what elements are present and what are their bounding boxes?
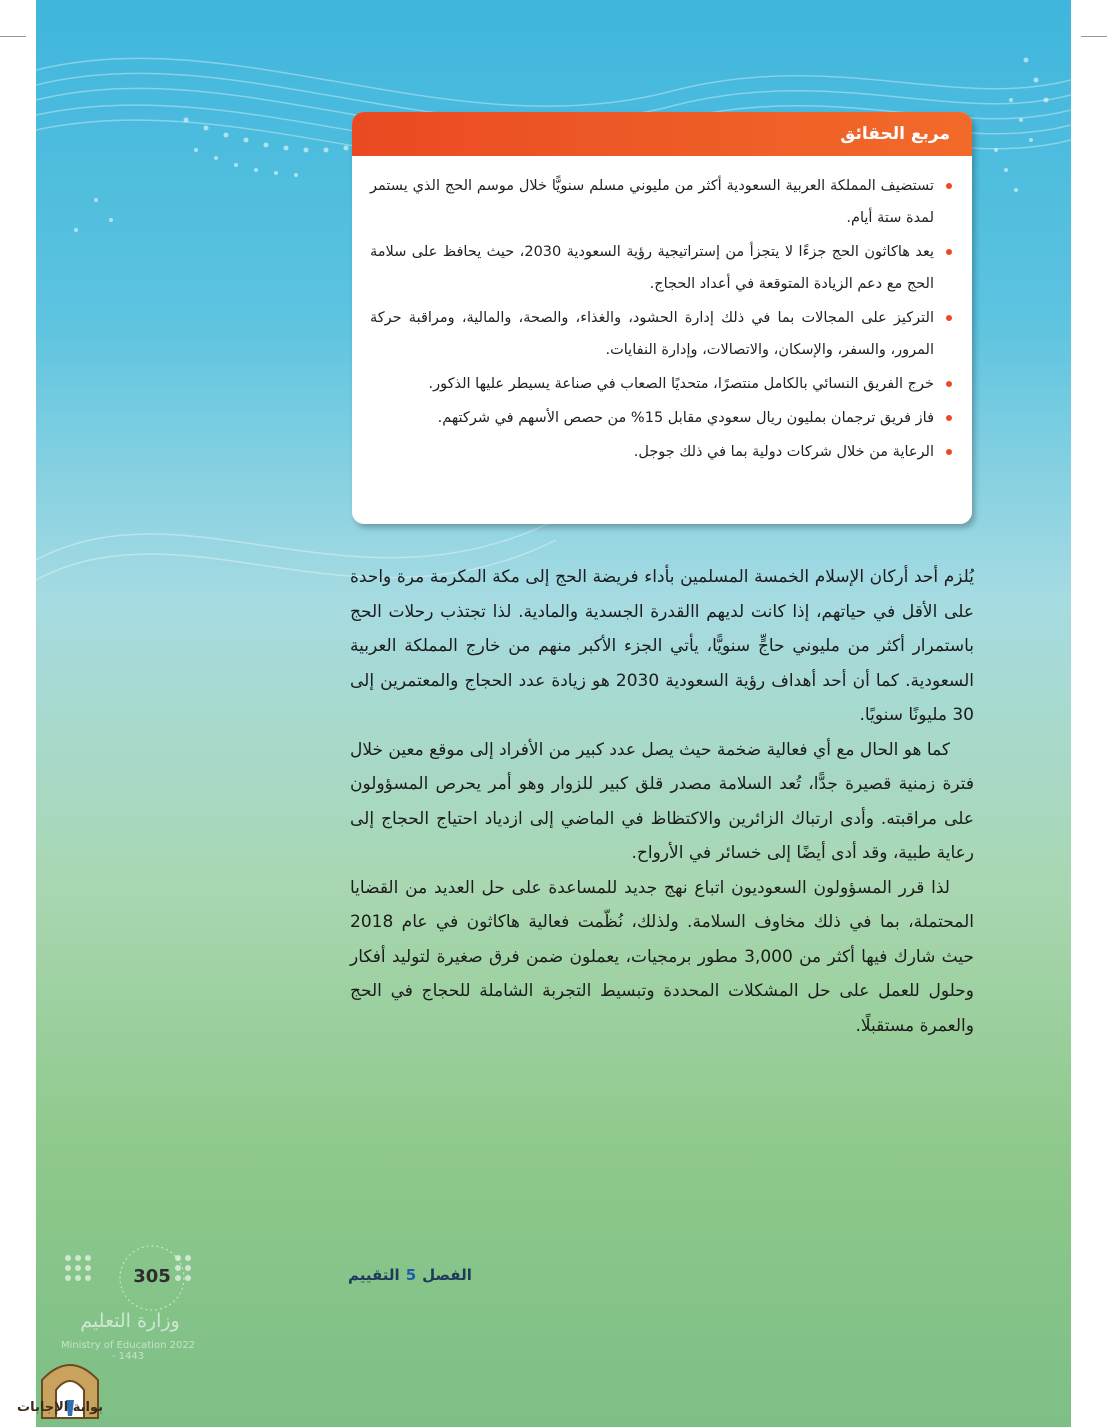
fact-item: فاز فريق ترجمان بمليون ريال سعودي مقابل 15% من حصص الأسهم في شركتهم. (370, 402, 952, 434)
page-margin-left (0, 0, 36, 1427)
bullet-icon (946, 415, 952, 421)
crop-mark (1081, 36, 1107, 37)
watermark-text: بوابة الإجابات (17, 1400, 103, 1415)
bullet-icon (946, 183, 952, 189)
bullet-icon (946, 249, 952, 255)
facts-box (352, 112, 972, 524)
facts-box-title: مربع الحقائق (352, 112, 972, 156)
fact-item: الرعاية من خلال شركات دولية بما في ذلك جوجل. (370, 436, 952, 468)
body-paragraph: يُلزم أحد أركان الإسلام الخمسة المسلمين بأداء فريضة الحج إلى مكة المكرمة مرة واحدة على الأقل في حياتهم، إذا كانت لديهم االقدرة الجسدية والمادية. لذا تجتذب رحلات الحج باستمرار أكثر من مليوني حاجٍّ سنويًّا، يأتي الجزء الأكبر منهم من خارج المملكة العربية السعودية. كما أن أحد أهداف رؤية السعودية 2030 هو زيادة عدد الحجاج والمعتمرين إلى 30 مليونًا سنويًا. (350, 567, 974, 725)
ministry-name: وزارة التعليم (80, 1310, 180, 1332)
bullet-icon (946, 381, 952, 387)
fact-item: يعد هاكاثون الحج جزءًا لا يتجزأ من إستراتيجية رؤية السعودية 2030، حيث يحافظ على سلامة الحج مع دعم الزيادة المتوقعة في أعداد الحجاج. (370, 236, 952, 300)
chapter-label: الفصل (422, 1266, 472, 1284)
page-margin-right (1071, 0, 1107, 1427)
facts-list (352, 156, 972, 468)
fact-item: التركيز على المجالات بما في ذلك إدارة الحشود، والغذاء، والصحة، والمالية، ومراقبة حركة المرور، والسفر، والإسكان، والاتصالات، وإدارة النفايات. (370, 302, 952, 366)
bullet-icon (946, 315, 952, 321)
crop-mark (0, 36, 26, 37)
fact-item: تستضيف المملكة العربية السعودية أكثر من مليوني مسلم سنويًّا خلال موسم الحج الذي يستمر لمدة ستة أيام. (370, 170, 952, 234)
chapter-footer (348, 1266, 472, 1284)
body-paragraph: كما هو الحال مع أي فعالية ضخمة حيث يصل عدد كبير من الأفراد إلى موقع معين خلال فترة زمنية قصيرة جدًّا، تُعد السلامة مصدر قلق كبير للزوار وهو أمر يحرص المسؤولون على مراقبته. وأدى ارتباك الزائرين والاكتظاظ في الماضي إلى ازدياد احتياج الحجاج إلى رعاية طبية، وقد أدى أيضًا إلى خسائر في الأرواح. (349, 739, 974, 863)
body-text (350, 560, 974, 1043)
fact-item: خرج الفريق النسائي بالكامل منتصرًا، متحديًا الصعاب في صناعة يسيطر عليها الذكور. (370, 368, 952, 400)
bullet-icon (946, 449, 952, 455)
ministry-subtitle: Ministry of Education 2022 - 1443 (60, 1340, 196, 1362)
section-label: التقييم (348, 1266, 400, 1284)
chapter-number: 5 (405, 1266, 417, 1284)
page-number: 305 (133, 1266, 171, 1287)
body-paragraph: لذا قرر المسؤولون السعوديون اتباع نهج جديد للمساعدة على حل العديد من القضايا المحتملة، بما في ذلك مخاوف السلامة. ولذلك، نُظّمت فعالية هاكاثون في عام 2018 حيث شارك فيها أكثر من 3,000 مطور برمجيات، يعملون ضمن فرق صغيرة لتوليد أفكار وحلول للعمل على حل المشكلات المحددة وتبسيط التجربة الشاملة للحجاج في الحج والعمرة مستقبلًا. (350, 877, 974, 1036)
